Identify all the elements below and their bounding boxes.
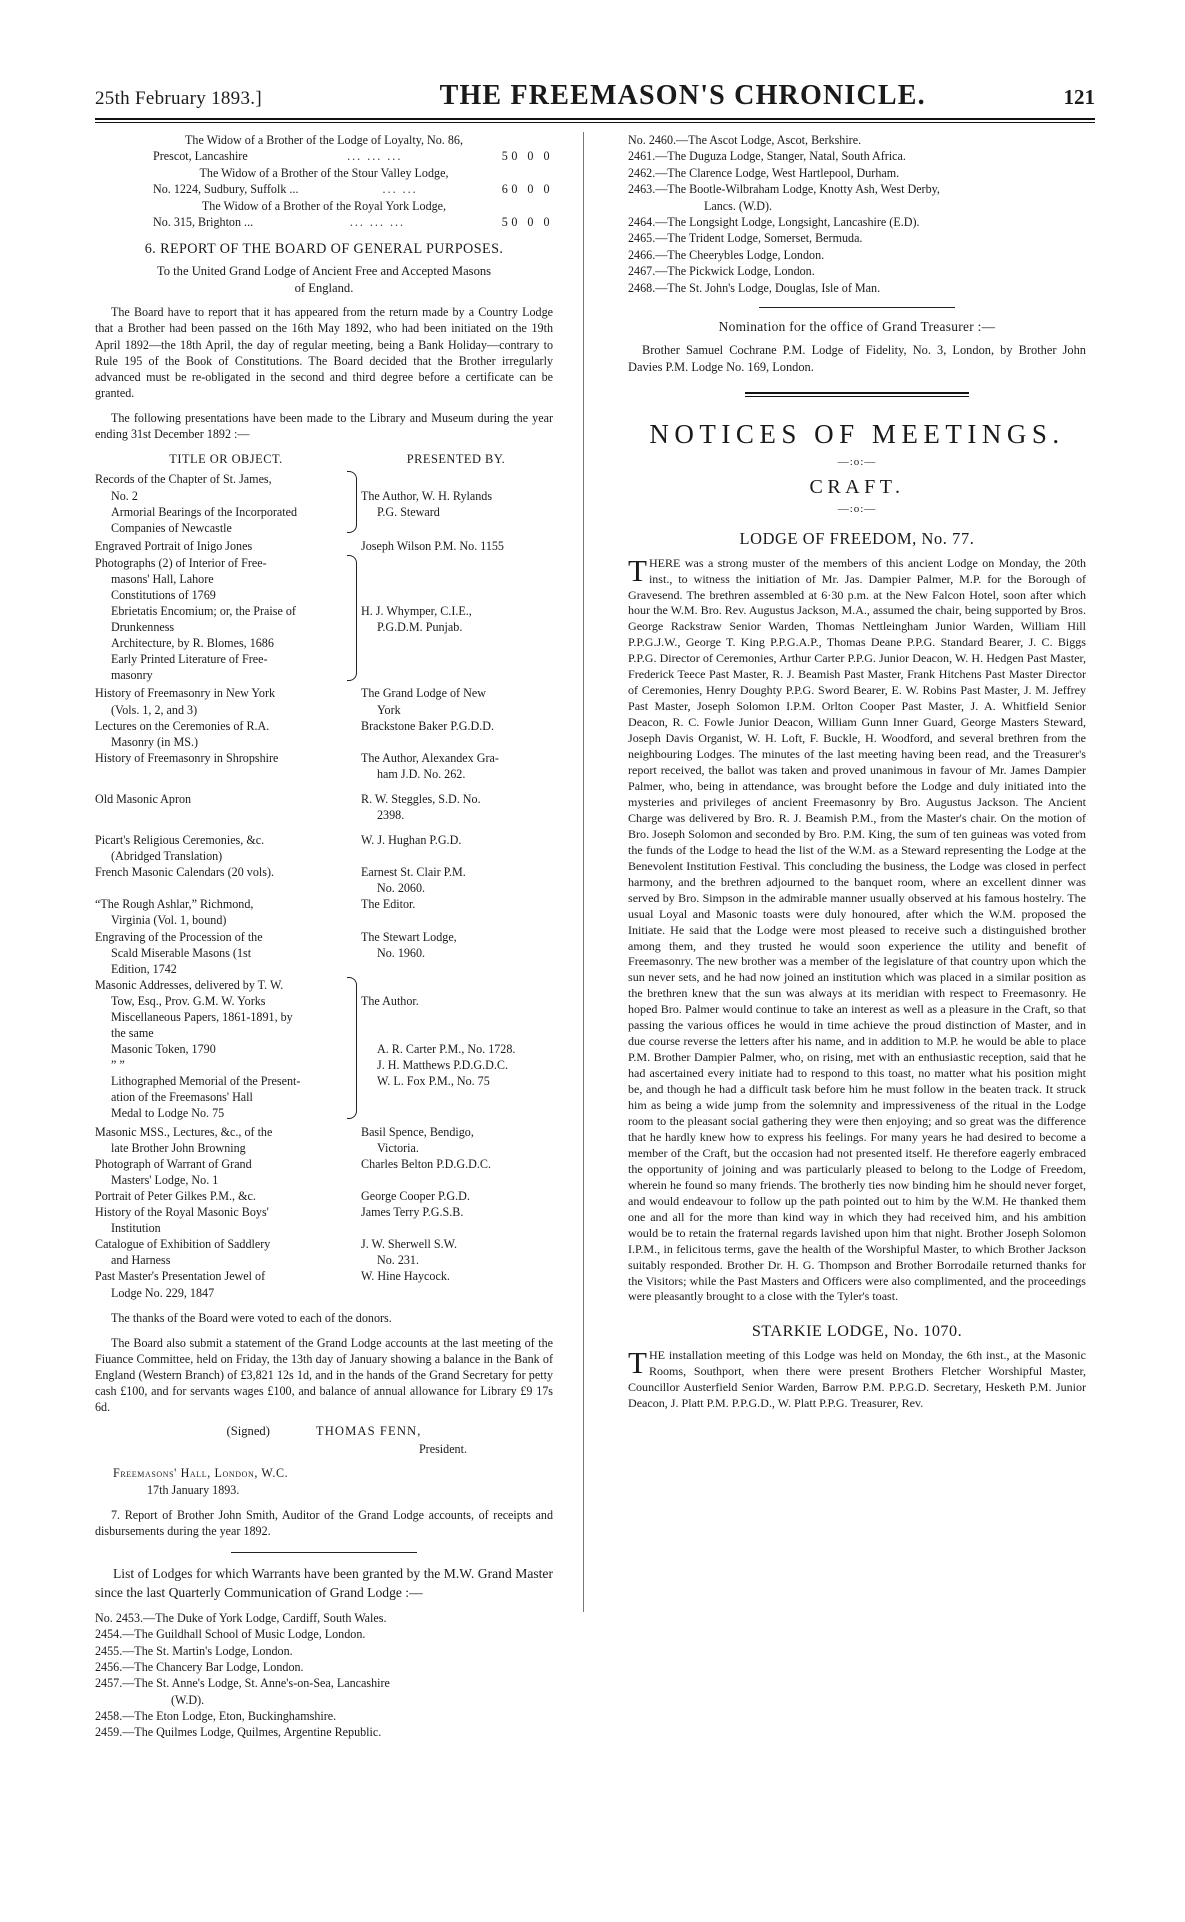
presentation-title-line: Medal to Lodge No. 75 <box>111 1106 225 1121</box>
presenter-line: J. H. Matthews P.D.G.D.C. <box>377 1058 509 1073</box>
presentation-presenter <box>359 791 553 823</box>
presentation-title <box>95 896 345 928</box>
report-paragraph: The Board have to report that it has appeared from the return made by a Country Lodge that a Brother had been passed on the 16th May 1892, who had been initiated on the 19th April 1892—the 18th April, the day of regular meeting, being a Bank Holiday—contrary to Rule 195 of the Book of Constitutions. The Board decided that the Brother irregularly advanced must be re-obligated in the second and third degree before a certificate can be granted. <box>95 305 553 400</box>
presentation-title-line: Lithographed Memorial of the Present- <box>111 1074 301 1089</box>
warrants-intro: List of Lodges for which Warrants have been granted by the M.W. Grand Master since the last Quarterly Communication of Grand Lodge :— <box>95 1566 553 1600</box>
presentation-presenter <box>359 1124 553 1156</box>
lodge-of-freedom-heading: LODGE OF FREEDOM, No. 77. <box>739 528 975 548</box>
presentation-title <box>95 864 345 880</box>
lodge-of-freedom-body: THERE was a strong muster of the members of this ancient Lodge on Monday, the 20th inst., to witness the initiation of Mr. Jas. Dampier Palmer, M.P. for the Borough of Gravesend. The brethren assembled at 6·30 p.m. at the New Falcon Hotel, soon after which hour the W.M. Bro. Rev. Augustus Jackson, M.A., assumed the chair, being supported by Bros. George Rackstraw Senior Warden, Thomas Nettleingham Junior Warden, William Hill P.P.G.J.W., George T. King P.P.G.A.P., Thomas Deane P.P.G. Standard Bearer, J. C. Biggs P.P.G. Director of Ceremonies, Arthur Carter P.P.G. Junior Deacon, W. H. Hedgen Past Master, Frederick Teece Past Master, R. J. Beamish Past Master, Frank Hitchens Past Master Director of Ceremonies, Henry Doughty P.P.G. Sword Bearer, E. W. Robins Past Master, J. M. Jeffrey Past Master, Joseph Solomon I.P.M. Orlton Cooper Past Master, J. A. Whitfield Senior Deacon, R. C. Fowle Junior Deacon, William Gunn Inner Guard, George Masters Steward, Joseph Davis Organist, W. H. Loft, F. Buckle, H. Woodford, and several brethren from the neighbouring Lodges. The minutes of the last meeting having been read, and the Treasurer's report received, the ballot was taken and proved unanimous in favour of Mr. James Dampier Palmer, who, being in attendance, was brought before the Lodge and duly initiated into the mysteries and privileges of ancient Freemasonry by Bro. Augustus Jackson. The Ancient Charge was delivered by Bro. R. J. Beamish P.M., from the Master's chair. On the motion of Bro. Joseph Solomon and seconded by Bro. P.M. King, the sum of ten guineas was voted from the funds of the Lodge to head the list of the W.M. as a Steward representing the Lodge at the Benevolent Institution Festival. This concluding the business, the Lodge was closed in perfect harmony, and the brethren adjourned to the banquet room, where an excellent dinner was served by Bro. Simpson in the admirable manner usually observed at his famous hostelry. The usual Loyal and Masonic toasts were duly honoured, after which the W.M. proposed the Initiate. He said that the Lodge were most pleased to receive such a distinguished brother among them, and they trusted he would soon experience the utility and benefit of Freemasonry. The new brother was a member of the legislature of that country upon which the sun never sets, and he had now joined an institution which was placed in a similar position as the brethren knew that the sun was always at its meridian with respect to Freemasonry. He hoped Bro. Palmer would continue to take an interest as well as a pleasure in the Craft, so that passing the various offices he would in time achieve the proud distinction of Master, and in due course reverse the letters after his name, and in addition to M.P. he would be able to place P.M. Brother Dampier Palmer, who, on rising, met with an enthusiastic reception, said that he had ascertained every initiate had to respond to this toast, no matter what his position might be, and though he had a difficult task before him he must follow in the beaten track. It struck him as being a wide jump from the solemnity and impressiveness of the ritual in the Lodge room to the pleasant social gathering they were then enjoying; and so great was the difference that he hardly knew how to express his feelings. For many years he had desired to become a member of the Craft, but the occasion had not presented itself. He therefore eagerly embraced the opportunity of joining and was particularly pleased to belong to the Lodge of Freedom, wherein he found so many friends. The brotherly ties now binding him he should never forget, and would endeavour to follow up the path pointed out to him by the W.M. He thanked them one and all for the more than kind way in which they had received him, and his ambition would be to retain the fraternal regards lavished upon him that night. Brother Joseph Solomon I.P.M., in felicitous terms, gave the health of the Worshipful Master, to which Brother Jackson suitably responded. Brother Dr. H. G. Thompson and Brother Borrodaile returned thanks for the Visitors; while the Past Masters and Officers were also complimented, and the proceedings were pleasantly brought to a close with the Tyler's toast. <box>628 552 1086 1304</box>
masthead-date: 25th February 1893.] <box>95 88 262 109</box>
presentation-title-line: Armorial Bearings of the Incorporated <box>111 504 298 519</box>
widow-grant-description: The Widow of a Brother of the Royal York Lodge, <box>201 199 447 214</box>
widow-grants-list <box>95 132 553 230</box>
presentation-presenter <box>359 1156 553 1172</box>
presentation-title-line: the same <box>111 1026 154 1041</box>
signed-role: President. <box>418 1441 467 1456</box>
widow-grant-value: 60 0 0 <box>501 182 553 197</box>
presentation-title-line: (Abridged Translation) <box>111 849 223 864</box>
presentation-row <box>95 832 553 864</box>
presenter-line: Earnest St. Clair P.M. <box>361 865 466 880</box>
starkie-lodge-article <box>628 1344 1086 1412</box>
presentations-table <box>95 471 553 1300</box>
presentation-title-line: Photograph of Warrant of Grand <box>95 1156 252 1171</box>
presentation-title-line: ” ” <box>111 1058 125 1073</box>
presenter-line: P.G. Steward <box>377 504 440 519</box>
signed-name: THOMAS FENN, <box>315 1424 422 1439</box>
lodge-of-freedom-article <box>628 552 1086 1306</box>
presenter-line: The Editor. <box>361 897 416 912</box>
widow-grant-place: No. 1224, Sudbury, Suffolk ... <box>153 182 299 197</box>
presentation-title <box>95 538 345 554</box>
warrant-lodge-item: No. 2460.—The Ascot Lodge, Ascot, Berkshire. <box>628 133 862 147</box>
ornament-2: —:o:— <box>837 503 877 516</box>
warrant-lodge-item: 2463.—The Bootle-Wilbraham Lodge, Knotty Ash, West Derby, <box>628 182 940 197</box>
presenter-line: R. W. Steggles, S.D. No. <box>361 791 481 806</box>
presentation-presenter <box>359 977 553 1090</box>
presentation-row <box>95 471 553 538</box>
widow-grant-row <box>95 132 553 164</box>
presenter-line: Victoria. <box>377 1140 419 1155</box>
warrant-lodge-item: 2459.—The Quilmes Lodge, Quilmes, Argentine Republic. <box>95 1725 382 1740</box>
spacer-line <box>361 587 553 603</box>
presentation-title <box>95 1156 345 1188</box>
presentation-title-line: Engraving of the Procession of the <box>95 929 263 944</box>
presentation-title-line: Lectures on the Ceremonies of R.A. <box>95 718 270 733</box>
presentation-title-line: Drunkenness <box>111 619 175 634</box>
column-divider <box>583 132 584 1612</box>
presentation-title-line: Masonic MSS., Lectures, &c., of the <box>95 1124 273 1139</box>
warrant-lodge-item: 2467.—The Pickwick Lodge, London. <box>628 264 815 279</box>
presentation-title <box>95 832 345 864</box>
notices-of-meetings-title: NOTICES OF MEETINGS. <box>649 419 1065 450</box>
masthead <box>95 80 1095 112</box>
presentation-brace <box>345 977 359 1124</box>
signature-row <box>95 1423 553 1440</box>
widow-grant-value: 50 0 0 <box>501 149 553 164</box>
starkie-lodge-heading: STARKIE LODGE, No. 1070. <box>751 1322 963 1341</box>
presenter-line: The Author. <box>361 993 419 1008</box>
spacer-line <box>361 571 553 587</box>
presentation-title-line: “The Rough Ashlar,” Richmond, <box>95 897 254 912</box>
row-gap <box>95 782 553 791</box>
craft-title: CRAFT. <box>809 475 905 498</box>
presentation-brace <box>345 471 359 538</box>
spacer-line <box>361 471 553 487</box>
presentation-title <box>95 555 345 684</box>
presenter-line: W. Hine Haycock. <box>361 1269 450 1284</box>
office-address-date: 17th January 1893. <box>147 1482 240 1497</box>
presenter-line: A. R. Carter P.M., No. 1728. <box>377 1042 516 1057</box>
report-addressee <box>95 263 553 297</box>
presentation-title <box>95 977 345 1122</box>
addressee-line-1: To the United Grand Lodge of Ancient Free and Accepted Masons <box>156 264 492 279</box>
right-column <box>628 132 1086 1412</box>
presentation-row <box>95 538 553 554</box>
widow-grant-row <box>95 198 553 230</box>
presenter-line: Brackstone Baker P.G.D.D. <box>361 718 495 733</box>
leader-dots: ... ... <box>382 182 418 197</box>
presentation-title-line: Masters' Lodge, No. 1 <box>111 1172 219 1187</box>
presentation-title-line: Architecture, by R. Blomes, 1686 <box>111 635 274 650</box>
presentations-intro: The following presentations have been made to the Library and Museum during the year ending 31st December 1892 :— <box>95 410 553 441</box>
presentation-title-line: Masonry (in MS.) <box>111 734 199 749</box>
presentation-title-line: Constitutions of 1769 <box>111 587 216 602</box>
leader-dots: ... ... ... <box>347 149 403 164</box>
presenter-line: No. 231. <box>377 1253 419 1268</box>
presentation-presenter <box>359 929 553 961</box>
spacer-line <box>361 977 553 993</box>
widow-grant-row <box>95 165 553 197</box>
widow-grant-amount-line <box>95 214 553 230</box>
publication-title: THE FREEMASON'S CHRONICLE. <box>439 80 926 111</box>
addressee-line-2: of England. <box>294 281 354 296</box>
warrant-lodge-item: 2466.—The Cheerybles Lodge, London. <box>628 247 825 262</box>
presentation-presenter <box>359 538 553 554</box>
warrant-lodge-item: 2457.—The St. Anne's Lodge, St. Anne's-on-Sea, Lancashire <box>95 1676 390 1691</box>
presentation-row <box>95 1124 553 1156</box>
presenter-line: Joseph Wilson P.M. No. 1155 <box>361 539 504 554</box>
left-column <box>95 132 553 1741</box>
presentation-title <box>95 929 345 977</box>
presentation-title-line: late Brother John Browning <box>111 1140 246 1155</box>
warrant-lodge-item: 2454.—The Guildhall School of Music Lodge, London. <box>95 1627 366 1642</box>
presentation-title-line: History of the Royal Masonic Boys' <box>95 1205 269 1220</box>
presentation-title <box>95 1236 345 1268</box>
presentation-title <box>95 718 345 750</box>
presentation-row <box>95 791 553 823</box>
presenter-line: H. J. Whymper, C.I.E., <box>361 603 472 618</box>
presenter-line: J. W. Sherwell S.W. <box>361 1237 457 1252</box>
presentation-brace <box>345 555 359 686</box>
presenter-line <box>361 1025 553 1041</box>
presentation-title-line: History of Freemasonry in New York <box>95 686 276 701</box>
signed-label: (Signed) <box>226 1424 270 1439</box>
nomination-heading: Nomination for the office of Grand Treasurer :— <box>718 319 996 335</box>
leader-dots: ... ... ... <box>349 215 406 230</box>
widow-grant-amount-line <box>95 148 553 164</box>
presentation-title-line: ation of the Freemasons' Hall <box>111 1090 253 1105</box>
presentation-title <box>95 1188 345 1204</box>
presenter-line: 2398. <box>377 808 405 822</box>
presentation-title-line: Old Masonic Apron <box>95 791 192 806</box>
presentation-row <box>95 896 553 928</box>
notices-rule <box>745 392 969 397</box>
presentation-row <box>95 1156 553 1188</box>
presentation-row <box>95 685 553 717</box>
presentation-row <box>95 1236 553 1268</box>
presentation-row <box>95 929 553 977</box>
presentation-title-line: Catalogue of Exhibition of Saddlery <box>95 1237 271 1252</box>
presentation-title-line: Institution <box>111 1221 161 1236</box>
presentation-row <box>95 1204 553 1236</box>
presentation-title-line: and Harness <box>111 1253 171 1268</box>
thanks-paragraph: The thanks of the Board were voted to each of the donors. <box>111 1310 392 1325</box>
masthead-rule <box>95 118 1095 123</box>
presentation-title <box>95 1124 345 1156</box>
warrant-lodge-item: No. 2453.—The Duke of York Lodge, Cardiff, South Wales. <box>95 1610 387 1625</box>
presentation-title-line: No. 2 <box>111 488 138 503</box>
presentation-title-line: (Vols. 1, 2, and 3) <box>111 702 198 717</box>
presentation-presenter <box>359 750 553 782</box>
presenter-line: York <box>377 702 401 717</box>
presentation-row <box>95 1268 553 1300</box>
nomination-rule <box>759 307 955 308</box>
presentation-title-line: Lodge No. 229, 1847 <box>111 1285 215 1300</box>
warrant-lodge-item: 2468.—The St. John's Lodge, Douglas, Isle of Man. <box>628 280 881 295</box>
presenter-line: ham J.D. No. 262. <box>377 766 466 781</box>
warrant-lodge-item: 2465.—The Trident Lodge, Somerset, Bermuda. <box>628 231 863 246</box>
warrant-lodge-item: 2456.—The Chancery Bar Lodge, London. <box>95 1660 304 1674</box>
warrant-lodge-item: 2458.—The Eton Lodge, Eton, Buckinghamshire. <box>95 1708 337 1723</box>
presentation-title <box>95 471 345 535</box>
presenter-line: W. L. Fox P.M., No. 75 <box>377 1074 490 1089</box>
presentation-presenter <box>359 864 553 896</box>
presentation-title-line: Picart's Religious Ceremonies, &c. <box>95 833 265 848</box>
presentation-row <box>95 1188 553 1204</box>
presentation-title-line: Companies of Newcastle <box>111 520 232 535</box>
presentation-title <box>95 750 345 766</box>
presentation-row <box>95 977 553 1124</box>
office-address: Freemasons' Hall, London, W.C. <box>113 1465 289 1480</box>
auditor-paragraph: 7. Report of Brother John Smith, Auditor of the Grand Lodge accounts, of receipts and disbursements during the year 1892. <box>95 1508 553 1539</box>
section-rule <box>231 1552 417 1553</box>
presenter-line: No. 1960. <box>377 945 426 960</box>
presenter-line <box>361 1009 553 1025</box>
presentation-presenter <box>359 1268 553 1284</box>
accounts-paragraph: The Board also submit a statement of the Grand Lodge accounts at the last meeting of the Fiuance Committee, held on Friday, the 13th day of January showing a balance in the Bank of England (Western Branch) of £3,821 12s 1d, and in the hands of the Grand Secretary for petty cash £100, and for servants wages £100, and balance of annual allowance for Library £9 17s 6d. <box>95 1335 553 1414</box>
presentation-title <box>95 685 345 717</box>
presentation-title-line: Masonic Addresses, delivered by T. W. <box>95 977 284 992</box>
presentation-title-line: masons' Hall, Lahore <box>111 571 214 586</box>
report-heading: 6. REPORT OF THE BOARD OF GENERAL PURPOSES. <box>144 241 504 258</box>
presenter-line: Charles Belton P.D.G.D.C. <box>361 1156 492 1171</box>
presentation-title-line: Engraved Portrait of Inigo Jones <box>95 539 253 554</box>
warrant-lodge-item: 2464.—The Longsight Lodge, Longsight, Lancashire (E.D). <box>628 214 920 229</box>
presentation-title-line: Past Master's Presentation Jewel of <box>95 1269 266 1284</box>
presentation-title <box>95 791 345 807</box>
presentation-presenter <box>359 555 553 635</box>
presenter-line: No. 2060. <box>377 881 426 896</box>
ornament-1: —:o:— <box>837 455 877 468</box>
widow-grant-value: 50 0 0 <box>501 215 553 230</box>
presentation-title-line: Early Printed Literature of Free- <box>111 651 268 666</box>
presentation-row <box>95 555 553 686</box>
presenter-line: James Terry P.G.S.B. <box>361 1205 464 1220</box>
presentation-row <box>95 750 553 782</box>
presentation-presenter <box>359 1204 553 1220</box>
spacer-line <box>361 555 553 571</box>
nomination-body: Brother Samuel Cochrane P.M. Lodge of Fidelity, No. 3, London, by Brother John Davies P.M. Lodge No. 169, London. <box>628 342 1086 374</box>
header-presented-by: PRESENTED BY. <box>406 451 506 466</box>
widow-grant-place: No. 315, Brighton ... <box>153 215 254 230</box>
presentations-table-header <box>95 451 553 468</box>
presentation-title-line: Miscellaneous Papers, 1861-1891, by <box>111 1009 293 1024</box>
presentation-row <box>95 718 553 750</box>
presenter-line: The Author, W. H. Rylands <box>361 488 493 503</box>
presentation-title-line: Virginia (Vol. 1, bound) <box>111 913 227 928</box>
presenter-line: P.G.D.M. Punjab. <box>377 619 463 634</box>
warrant-lodge-item: 2462.—The Clarence Lodge, West Hartlepool, Durham. <box>628 165 900 180</box>
presentation-title-line: Masonic Token, 1790 <box>111 1042 216 1057</box>
presentation-title <box>95 1204 345 1236</box>
warrant-lodge-item: 2455.—The St. Martin's Lodge, London. <box>95 1643 293 1658</box>
warrant-lodge-item-continuation: Lancs. (W.D). <box>704 198 773 213</box>
presentation-title-line: Scald Miserable Masons (1st <box>111 945 252 960</box>
page-number: 121 <box>1063 85 1095 109</box>
widow-grant-place: Prescot, Lancashire <box>153 149 248 164</box>
warrant-lodge-list-left <box>95 1610 553 1741</box>
presentation-presenter <box>359 896 553 912</box>
presenter-line: The Author, Alexandex Gra- <box>361 750 499 765</box>
presentation-presenter <box>359 832 553 848</box>
presentation-title-line: Photographs (2) of Interior of Free- <box>95 555 267 570</box>
presenter-line: Basil Spence, Bendigo, <box>361 1124 474 1139</box>
presentation-title-line: Tow, Esq., Prov. G.M. W. Yorks <box>111 993 266 1008</box>
presentation-title-line: Ebrietatis Encomium; or, the Praise of <box>111 603 296 618</box>
presentation-title-line: French Masonic Calendars (20 vols). <box>95 865 275 880</box>
presentation-row <box>95 864 553 896</box>
row-gap <box>95 823 553 832</box>
presentation-title-line: Portrait of Peter Gilkes P.M., &c. <box>95 1189 256 1204</box>
presentation-presenter <box>359 718 553 734</box>
presentation-presenter <box>359 471 553 519</box>
warrant-lodge-item-continuation: (W.D). <box>171 1692 205 1707</box>
widow-grant-description: The Widow of a Brother of the Stour Valley Lodge, <box>199 166 449 181</box>
presenter-line: W. J. Hughan P.G.D. <box>361 833 462 848</box>
presentation-presenter <box>359 1236 553 1268</box>
presentation-title-line: History of Freemasonry in Shropshire <box>95 750 279 765</box>
widow-grant-amount-line <box>95 181 553 197</box>
presentation-presenter <box>359 685 553 717</box>
presenter-line: George Cooper P.G.D. <box>361 1189 470 1204</box>
presentation-presenter <box>359 1188 553 1204</box>
warrant-lodge-list-right <box>628 132 1086 296</box>
presentation-title <box>95 1268 345 1300</box>
presentation-title-line: Edition, 1742 <box>111 961 177 976</box>
presenter-line: The Grand Lodge of New <box>361 686 486 701</box>
header-title-or-object: TITLE OR OBJECT. <box>169 451 283 466</box>
widow-grant-description: The Widow of a Brother of the Lodge of Loyalty, No. 86, <box>185 133 463 147</box>
presentation-title-line: masonry <box>111 668 153 683</box>
starkie-lodge-body: THE installation meeting of this Lodge was held on Monday, the 6th inst., at the Masonic Rooms, Southport, when there were present Brothers Fletcher Worshipful Master, Councillor Austerfield Senior Warden, Barrow P.M. P.P.G.D. Secretary, Hesketh P.M. Junior Deacon, J. Platt P.M. P.P.G.D., W. Platt P.P.G. Treasurer, Rev. <box>628 1344 1086 1410</box>
presenter-line: The Stewart Lodge, <box>361 929 457 944</box>
presentation-title-line: Records of the Chapter of St. James, <box>95 472 272 487</box>
warrant-lodge-item: 2461.—The Duguza Lodge, Stanger, Natal, South Africa. <box>628 149 906 164</box>
